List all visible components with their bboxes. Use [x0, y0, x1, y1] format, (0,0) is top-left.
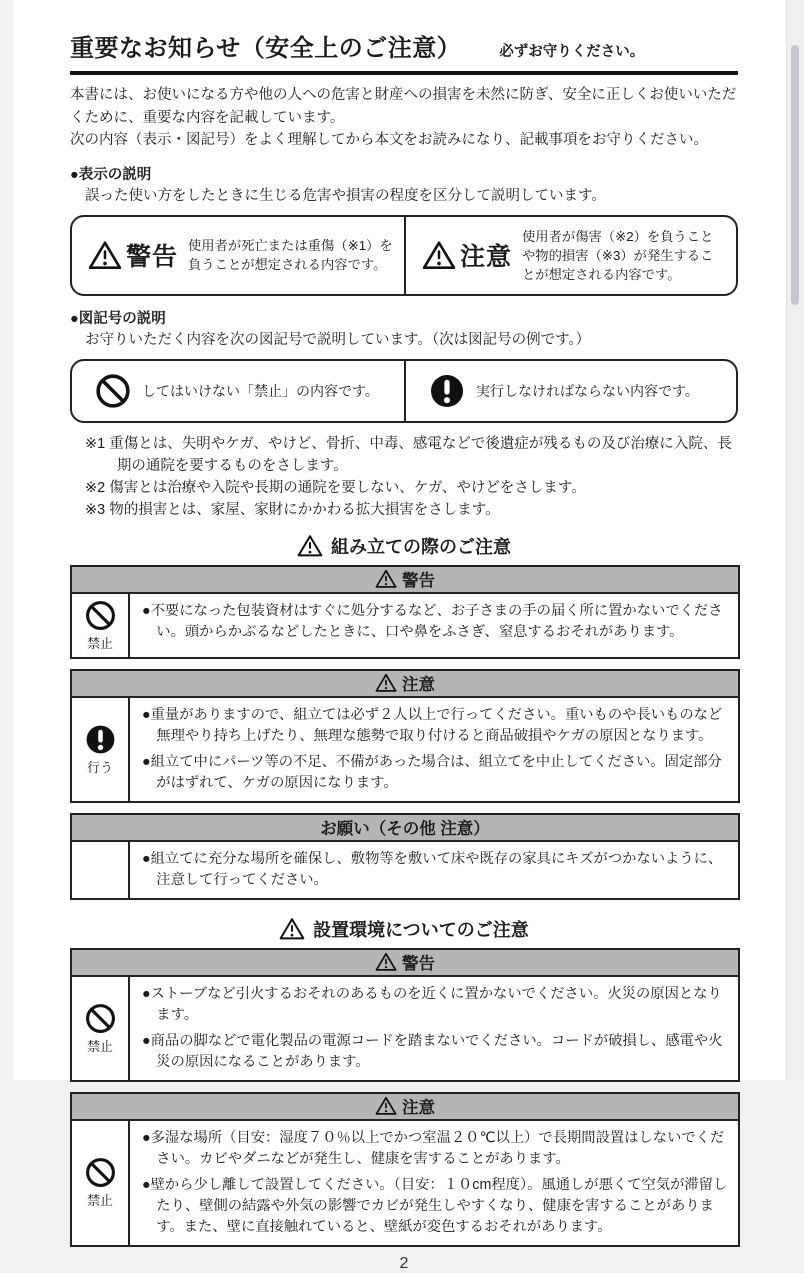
prohibition-icon — [94, 372, 132, 410]
assembly-request-table — [70, 813, 740, 900]
prohibition-symbol-text: してはいけない「禁止」の内容です。 — [142, 382, 379, 399]
environment-section-title — [70, 916, 738, 942]
scrollbar-thumb[interactable] — [791, 45, 799, 305]
warning-triangle-icon — [375, 673, 397, 693]
warning-triangle-icon — [375, 569, 397, 589]
environment-caution-table — [70, 1092, 740, 1247]
warning-sign — [88, 237, 178, 273]
environment-warning-header-text: 警告 — [402, 955, 435, 973]
assembly-caution-table — [70, 669, 740, 803]
warning-triangle-icon — [375, 952, 397, 972]
mandatory-symbol-cell — [404, 361, 736, 421]
warning-triangle-icon — [279, 917, 305, 941]
labels-section-heading: ●表示の説明 — [70, 166, 152, 183]
safety-item: ●組立てに充分な場所を確保し、敷物等を敷いて床や既存の家具にキズがつかないように、注意して行ってください。 — [142, 850, 723, 888]
prohibition-icon — [84, 1156, 117, 1189]
manual-page — [13, 0, 787, 1272]
environment-caution-header — [72, 1094, 738, 1121]
footnote-3: ※3 物的損害とは、家屋、家財にかかわる拡大損害をさします。 — [85, 501, 500, 518]
symbols-box — [70, 359, 738, 423]
warning-triangle-icon — [422, 240, 456, 271]
caution-label: 注意 — [460, 243, 513, 271]
assembly-warning-header — [72, 567, 738, 594]
safety-item: ●重量がありますので、組立ては必ず２人以上で行ってください。重いものや長いものなど無理やり持ち上げたり、無理な態勢で取り付けると商品破損やケガの原因となります。 — [142, 706, 723, 744]
safety-item: ●不要になった包装資材はすぐに処分するなど、お子さまの手の届く所に置かないでください。頭からかぶるなどしたときに、口や鼻をふさぎ、窒息するおそれがあります。 — [142, 602, 723, 640]
mandatory-icon — [84, 723, 117, 756]
warning-triangle-icon — [375, 1096, 397, 1116]
safety-item: ●組立て中にパーツ等の不足、不備があった場合は、組立てを中止してください。固定部分がはずれて、ケガの原因になります。 — [142, 753, 722, 791]
mandatory-symbol-text: 実行しなければならない内容です。 — [476, 382, 699, 399]
assembly-warning-header-text: 警告 — [402, 572, 435, 590]
page-title-note: 必ずお守りください。 — [499, 44, 645, 60]
signal-words-box — [70, 215, 738, 296]
empty-icon-cell — [72, 842, 130, 898]
assembly-section-title-text: 組み立ての際のご注意 — [331, 536, 511, 557]
mandatory-icon-cell — [72, 698, 130, 801]
symbols-section-heading: ●図記号の説明 — [70, 310, 166, 327]
assembly-caution-header-text: 注意 — [402, 676, 435, 694]
environment-warning-header — [72, 950, 738, 977]
prohibition-icon-cell — [72, 1121, 130, 1245]
footnote-1: ※1 重傷とは、失明やケガ、やけど、骨折、中毒、感電などで後遺症が残るもの及び治療に入院、長期の通院を要するものをさします。 — [85, 435, 732, 474]
safety-item: ●ストーブなど引火するおそれのあるものを近くに置かないでください。火災の原因となります。 — [142, 985, 722, 1023]
prohibition-icon-cell — [72, 594, 130, 657]
warning-triangle-icon — [88, 240, 122, 271]
page-header — [70, 34, 740, 64]
environment-warning-table — [70, 948, 740, 1082]
symbols-section-desc: お守りいただく内容を次の図記号で説明しています。（次は図記号の例です。） — [85, 331, 591, 348]
prohibition-icon — [84, 1002, 117, 1035]
intro-paragraph-1: 本書には、お使いになる方や他の人への危害と財産への損害を未然に防ぎ、安全に正しくお使いいただくために、重要な内容を記載しています。 — [70, 87, 737, 126]
page-number: 2 — [399, 1254, 409, 1272]
mandatory-icon-label: 行う — [86, 759, 113, 775]
caution-definition-cell — [404, 217, 736, 294]
prohibition-icon — [84, 599, 117, 632]
assembly-section-title — [70, 533, 738, 559]
caution-definition-text: 使用者が傷害（※2）を負うことや物的損害（※3）が発生することが想定される内容です。 — [522, 228, 714, 282]
title-divider — [70, 71, 738, 75]
prohibition-icon-cell — [72, 977, 130, 1080]
scrollbar-track[interactable] — [786, 0, 804, 1080]
prohibition-icon-label: 禁止 — [86, 635, 113, 651]
safety-item: ●多湿な場所（目安：湿度７０％以上でかつ室温２０℃以上）で長期間設置はしないでください。カビやダニなどが発生し、健康を害することがあります。 — [142, 1129, 725, 1167]
warning-triangle-icon — [297, 534, 323, 558]
prohibition-icon-label: 禁止 — [86, 1038, 113, 1054]
warning-label: 警告 — [126, 243, 179, 271]
environment-caution-header-text: 注意 — [402, 1099, 435, 1117]
assembly-caution-header — [72, 671, 738, 698]
labels-section-desc: 誤った使い方をしたときに生じる危害や損害の程度を区分して説明しています。 — [85, 187, 606, 204]
intro-paragraph-2: 次の内容（表示・図記号）をよく理解してから本文をお読みになり、記載事項をお守りください。 — [70, 132, 708, 148]
warning-definition-text: 使用者が死亡または重傷（※1）を負うことが想定される内容です。 — [188, 238, 393, 272]
assembly-request-header — [72, 815, 738, 842]
page-title: 重要なお知らせ（安全上のご注意） — [70, 35, 462, 62]
environment-section-title-text: 設置環境についてのご注意 — [313, 919, 529, 940]
warning-definition-cell — [72, 217, 404, 294]
prohibition-symbol-cell — [72, 361, 404, 421]
prohibition-icon-label: 禁止 — [86, 1193, 113, 1208]
footnote-2: ※2 傷害とは治療や入院や長期の通院を要しない、ケガ、やけどをさします。 — [85, 479, 586, 496]
safety-item: ●壁から少し離して設置してください。（目安：１０cm程度）。風通しが悪くて空気が滞留したり、壁側の結露や外気の影響でカビが発生しやすくなり、健康を害することがあります。また、壁に直接触れていると、壁紙が変色するおそれがあります。 — [142, 1176, 728, 1235]
safety-item: ●商品の脚などで電化製品の電源コードを踏まないでください。コードが破損し、感電や火災の原因になることがあります。 — [142, 1032, 723, 1070]
assembly-warning-table — [70, 565, 740, 659]
assembly-request-header-text: お願い（その他 注意） — [320, 820, 490, 838]
footnotes — [70, 433, 738, 521]
mandatory-icon — [428, 372, 466, 410]
caution-sign — [422, 237, 512, 273]
